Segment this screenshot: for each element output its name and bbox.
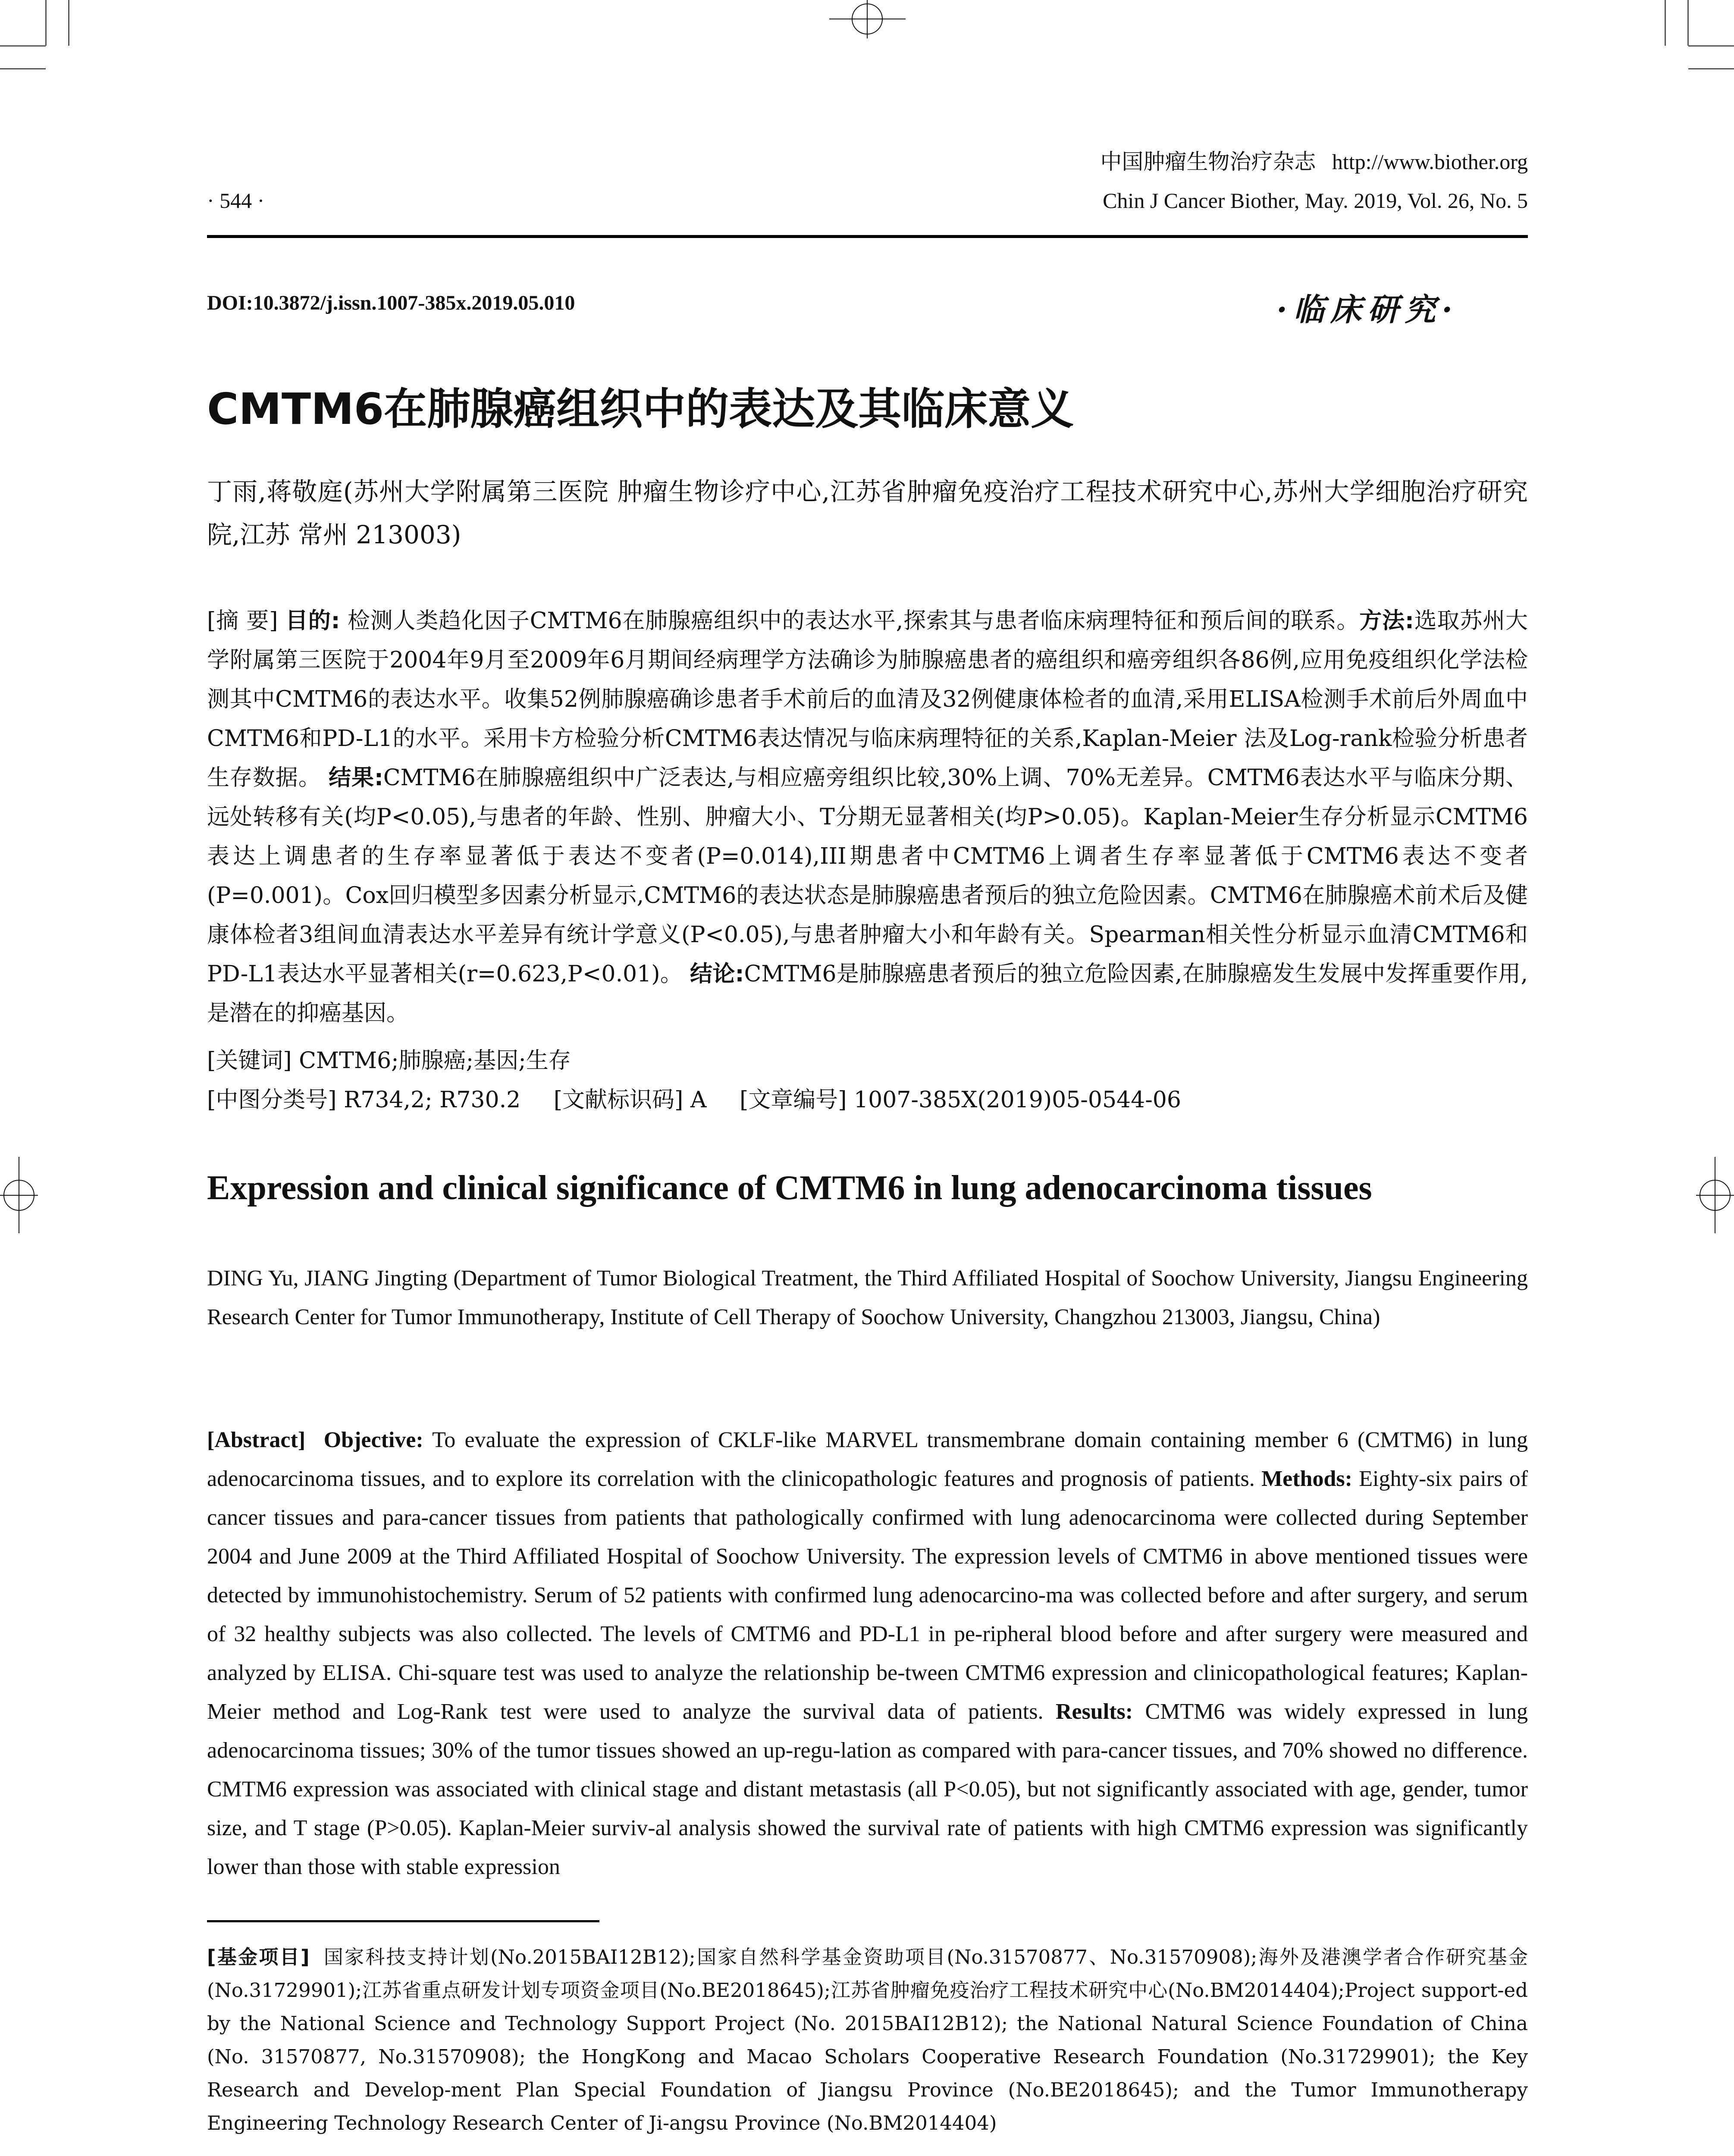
results-cn: CMTM6在肺腺癌组织中广泛表达,与相应癌旁组织比较,30%上调、70%无差异。CMTM6表达水平与临床分期、远处转移有关(均P<0.05),与患者的年龄、性别、肿瘤大小、T分期无显著相关(均P>0.05)。Kaplan-Meier生存分析显示CMTM6表达上调患者的生存率显著低于表达不变者(P=0.014),III期患者中CMTM6上调者生存率显著低于CMTM6表达不变者 (P=0.001)。Cox回归模型多因素分析显示,CMTM6的表达状态是肺腺癌患者预后的独立危险因素。CMTM6在肺腺癌术前术后及健康体检者3组间血清表达水平差异有统计学意义(P<0.05),与患者肿瘤大小和年龄有关。Spearman相关性分析显示血清CMTM6和PD-L1表达水平显著相关(r=0.623,P<0.01)。 <box>207 765 1528 987</box>
abstract-label-en: [Abstract] <box>207 1428 306 1452</box>
methods-label-cn: 方法: <box>1359 608 1414 634</box>
clc-label: [中图分类号] <box>207 1087 337 1113</box>
classification-row <box>207 1081 1528 1120</box>
header-rule <box>207 235 1528 238</box>
funding-label: [基金项目] <box>207 1946 310 1968</box>
clc-value: R734,2; R730.2 <box>344 1087 521 1113</box>
objective-cn: 检测人类趋化因子CMTM6在肺腺癌组织中的表达水平,探索其与患者临床病理特征和预后间的联系。 <box>347 608 1360 634</box>
article-no-value: 1007-385X(2019)05-0544-06 <box>854 1087 1181 1113</box>
registration-mark-left <box>0 1156 41 1238</box>
registration-mark-right <box>1693 1156 1734 1238</box>
footnote-rule <box>207 1920 599 1922</box>
objective-label-en: Objective: <box>323 1428 423 1452</box>
keywords-label: [关键词] <box>207 1048 292 1074</box>
journal-url[interactable]: http://www.biother.org <box>1332 150 1528 174</box>
methods-cn: 选取苏州大学附属第三医院于2004年9月至2009年6月期间经病理学方法确诊为肺腺癌患者的癌组织和癌旁组织各86例,应用免疫组织化学法检测其中CMTM6的表达水平。收集52例肺腺癌确诊患者手术前后的血清及32例健康体检者的血清,采用ELISA检测手术前后外周血中CMTM6和PD-L1的水平。采用卡方检验分析CMTM6表达情况与临床病理特征的关系,Kaplan-Meier 法及Log-rank检验分析患者生存数据。 <box>207 608 1528 791</box>
journal-name-cn: 中国肿瘤生物治疗杂志 <box>1100 150 1316 174</box>
keywords-cn <box>207 1041 1528 1081</box>
doc-code-value: A <box>690 1087 707 1113</box>
abstract-en <box>207 1421 1528 1887</box>
authors-en: DING Yu, JIANG Jingting (Department of Tumor Biological Treatment, the Third Affiliated Hospital of Soochow University, Jiangsu Engineering Research Center for Tumor Immunotherapy, Institute of Cell Therapy of Soochow University, Changzhou 213003, Jiangsu, China) <box>207 1266 1528 1329</box>
abstract-cn <box>207 602 1528 1033</box>
conclusion-cn: CMTM6是肺腺癌患者预后的独立危险因素,在肺腺癌发生发展中发挥重要作用,是潜在的抑癌基因。 <box>207 961 1528 1026</box>
journal-citation: Chin J Cancer Biother, May. 2019, Vol. 26, No. 5 <box>1103 188 1528 213</box>
section-tag: ·临床研究· <box>1276 291 1459 328</box>
methods-label-en: Methods: <box>1261 1467 1352 1491</box>
funding-footnote <box>207 1940 1528 2140</box>
objective-en: To evaluate the expression of CKLF-like MARVEL transmembrane domain containing member 6 (CMTM6) in lung adenocarcinoma tissues, and to explore its correlation with the clinicopathologic features and prognosis of patients. <box>207 1428 1528 1491</box>
conclusion-label-cn: 结论: <box>690 961 744 987</box>
results-label-en: Results: <box>1055 1699 1133 1724</box>
journal-header <box>1100 144 1528 179</box>
doc-code-label: [文献标识码] <box>553 1087 684 1113</box>
results-label-cn: 结果: <box>329 765 383 791</box>
funding-text: 国家科技支持计划(No.2015BAI12B12);国家自然科学基金资助项目(No.31570877、No.31570908);海外及港澳学者合作研究基金(No.31729901);江苏省重点研发计划专项资金项目(No.BE2018645);江苏省肿瘤免疫治疗工程技术研究中心(No.BM2014404);Project support-ed by the National Science and Technology Support Project (No. 2015BAI12B12); the National Natural Science Foundation of China (No. 31570877, No.31570908); the HongKong and Macao Scholars Cooperative Research Foundation (No.31729901); the Key Research and Develop-ment Plan Special Foundation of Jiangsu Province (No.BE2018645); and the Tumor Immunotherapy Engineering Technology Research Center of Ji-angsu Province (No.BM2014404) <box>207 1946 1528 2134</box>
objective-label-cn: 目的: <box>285 608 340 634</box>
doi[interactable]: DOI:10.3872/j.issn.1007-385x.2019.05.010 <box>207 291 575 314</box>
registration-mark-top <box>828 0 910 41</box>
methods-en: Eighty-six pairs of cancer tissues and para-cancer tissues from patients that pathologically confirmed with lung adenocarcinoma were collected during September 2004 and June 2009 at the Third Affiliated Hospital of Soochow University. The expression levels of CMTM6 in above mentioned tissues were detected by immunohistochemistry. Serum of 52 patients with confirmed lung adenocarcino-ma was collected before and after surgery, and serum of 32 healthy subjects was also collected. The levels of CMTM6 and PD-L1 in pe-ripheral blood before and after surgery were measured and analyzed by ELISA. Chi-square test was used to analyze the relationship be-tween CMTM6 expression and clinicopathological features; Kaplan-Meier method and Log-Rank test were used to analyze the survival data of patients. <box>207 1467 1528 1724</box>
title-cn: CMTM6在肺腺癌组织中的表达及其临床意义 <box>207 384 1074 434</box>
page-number: · 544 · <box>207 188 265 213</box>
title-en: Expression and clinical significance of CMTM6 in lung adenocarcinoma tissues <box>207 1169 1372 1207</box>
results-en: CMTM6 was widely expressed in lung adenocarcinoma tissues; 30% of the tumor tissues showed an up-regu-lation as compared with para-cancer tissues, and 70% showed no difference. CMTM6 expression was associated with clinical stage and distant metastasis (all P<0.05), but not significantly associated with age, gender, tumor size, and T stage (P>0.05). Kaplan-Meier surviv-al analysis showed the survival rate of patients with high CMTM6 expression was significantly lower than those with stable expression <box>207 1699 1528 1879</box>
keywords-value: CMTM6;肺腺癌;基因;生存 <box>299 1048 571 1074</box>
article-no-label: [文章编号] <box>739 1087 847 1113</box>
abstract-label-cn: [摘 要] <box>207 608 278 634</box>
authors-cn: 丁雨,蒋敬庭(苏州大学附属第三医院 肿瘤生物诊疗中心,江苏省肿瘤免疫治疗工程技术研究中心,苏州大学细胞治疗研究院,江苏 常州 213003) <box>207 477 1528 549</box>
